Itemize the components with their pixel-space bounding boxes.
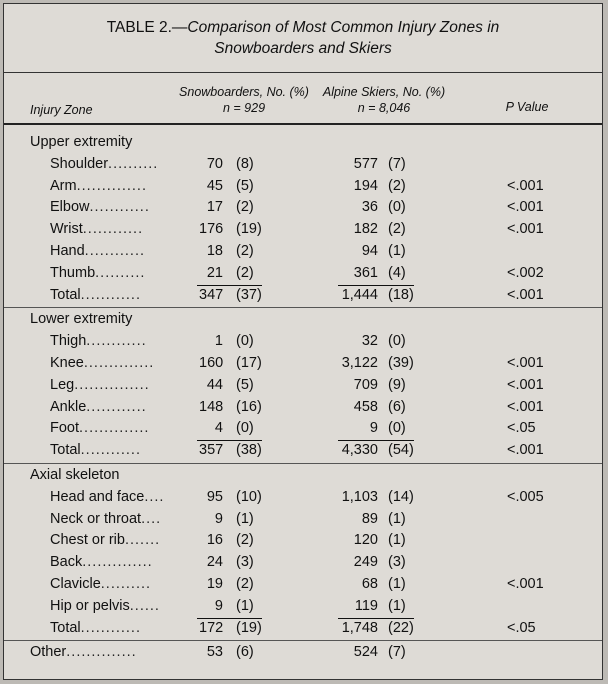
snowboarders-count: 18 [206, 243, 223, 259]
dot-leader: ....... [124, 532, 161, 549]
snowboarders-count: 21 [206, 264, 223, 281]
skiers-count: 1,748 [341, 619, 378, 636]
table-row [4, 175, 602, 197]
dot-leader: .......... [95, 264, 146, 281]
skiers-count: 577 [353, 155, 378, 172]
skiers-percent: (0) [388, 199, 406, 216]
skiers-count: 36 [361, 199, 378, 216]
p-value: <.002 [507, 264, 544, 281]
row-label-text: Total [50, 286, 81, 303]
skiers-count: 32 [361, 333, 378, 350]
skiers-count: 89 [361, 510, 378, 527]
snowboarders-percent: (3) [236, 554, 254, 571]
skiers-count: 361 [353, 264, 378, 281]
header-skiers [319, 84, 449, 116]
snowboarders-percent: (2) [236, 532, 254, 549]
skiers-count: 249 [353, 554, 378, 571]
snowboarders-percent: (0) [236, 420, 254, 437]
dot-leader: ...... [129, 597, 160, 614]
skiers-count: 119 [354, 597, 378, 614]
row-label-text: Chest or rib [50, 532, 125, 549]
row-label [50, 153, 158, 175]
p-value: <.001 [507, 177, 544, 194]
row-label-text: Head and face [50, 488, 145, 505]
row-label-text: Leg [50, 376, 75, 393]
snowboarders-count: 17 [206, 199, 223, 216]
snowboarders-count: 1 [214, 333, 223, 350]
skiers-count: 68 [361, 576, 378, 592]
skiers-percent: (1) [388, 243, 406, 259]
header-snowboarders-n: n = 929 [222, 101, 266, 115]
dot-leader: ............ [80, 442, 141, 459]
section-label: Axial skeleton [30, 467, 120, 483]
snowboarders-count: 148 [199, 398, 224, 415]
row-label-text: Foot [50, 420, 80, 437]
table-row [4, 352, 602, 374]
p-value: <.001 [507, 286, 544, 303]
snowboarders-percent: (19) [236, 221, 262, 238]
snowboarders-percent: (8) [236, 155, 254, 172]
other-row [4, 641, 602, 663]
skiers-percent: (54) [388, 442, 414, 459]
dot-leader: ............ [84, 243, 146, 259]
skiers-percent: (22) [388, 619, 414, 636]
skiers-count: 182 [353, 221, 378, 238]
row-label-text: Elbow [50, 199, 90, 216]
total-row [4, 284, 602, 306]
p-value: <.001 [507, 442, 544, 459]
skiers-count: 9 [369, 420, 378, 437]
snowboarders-count: 70 [206, 155, 223, 172]
snowboarders-count: 53 [206, 644, 223, 661]
snowboarders-count: 19 [206, 576, 223, 592]
section-label: Upper extremity [30, 134, 133, 150]
section-label: Lower extremity [30, 311, 133, 328]
row-label [50, 486, 164, 508]
row-label [50, 529, 160, 551]
snowboarders-count: 24 [206, 554, 223, 571]
header-p-value: P Value [505, 100, 549, 114]
skiers-percent: (1) [388, 510, 406, 527]
skiers-count: 194 [353, 177, 378, 194]
skiers-percent: (2) [388, 177, 406, 194]
p-value: <.001 [507, 398, 544, 415]
table-row [4, 486, 602, 508]
row-label [50, 262, 145, 284]
table-row [4, 573, 602, 595]
row-label-text: Arm [50, 177, 77, 194]
row-label-text: Neck or throat [50, 510, 142, 527]
table-row [4, 153, 602, 175]
row-label [50, 551, 153, 573]
total-row [4, 617, 602, 639]
skiers-percent: (9) [388, 376, 406, 393]
dot-leader: .............. [66, 644, 137, 661]
snowboarders-percent: (10) [236, 488, 262, 505]
snowboarders-percent: (37) [236, 286, 262, 303]
dot-leader: .... [144, 488, 165, 505]
table-row [4, 595, 602, 617]
skiers-percent: (1) [388, 576, 406, 592]
dot-leader: .............. [83, 355, 155, 371]
p-value: <.005 [507, 488, 544, 505]
row-label [50, 330, 147, 352]
row-label [50, 508, 161, 530]
skiers-count: 120 [353, 532, 378, 549]
row-label-text: Hand [50, 243, 85, 259]
row-label-text: Knee [50, 355, 84, 371]
title-text-line1: Comparison of Most Common Injury Zones in [187, 19, 500, 36]
skiers-percent: (14) [388, 488, 414, 505]
snowboarders-count: 44 [206, 376, 223, 393]
snowboarders-percent: (16) [236, 398, 262, 415]
snowboarders-count: 16 [206, 532, 223, 549]
p-value: <.001 [507, 355, 544, 371]
dot-leader: ............ [82, 221, 144, 238]
table-row [4, 262, 602, 284]
table-number: TABLE 2.— [106, 19, 188, 36]
snowboarders-percent: (1) [236, 510, 254, 527]
skiers-percent: (7) [388, 155, 406, 172]
p-value: <.001 [507, 221, 544, 238]
snowboarders-count: 176 [199, 221, 224, 238]
header-skiers-n: n = 8,046 [357, 101, 411, 115]
row-label [50, 218, 143, 240]
dot-leader: ............... [74, 376, 150, 393]
snowboarders-percent: (2) [236, 199, 254, 216]
row-label-text: Clavicle [50, 576, 101, 592]
header-snowboarders [174, 84, 314, 116]
table-row [4, 330, 602, 352]
snowboarders-count: 4 [214, 420, 223, 437]
skiers-percent: (3) [388, 554, 406, 571]
column-headers [4, 73, 602, 125]
section-heading [4, 308, 602, 330]
row-label [30, 641, 137, 663]
row-label-text: Ankle [50, 398, 87, 415]
row-label-text: Other [30, 644, 67, 661]
table-row [4, 529, 602, 551]
snowboarders-count: 9 [214, 510, 223, 527]
header-skiers-label: Alpine Skiers, No. (%) [322, 85, 446, 99]
skiers-count: 458 [353, 398, 378, 415]
dot-leader: ............ [80, 286, 141, 303]
row-label-text: Shoulder [50, 155, 109, 172]
p-value: <.05 [507, 619, 536, 636]
skiers-count: 524 [353, 644, 378, 661]
skiers-percent: (0) [388, 333, 406, 350]
row-label-text: Total [50, 619, 81, 636]
skiers-count: 94 [361, 243, 378, 259]
p-value: <.05 [507, 420, 536, 437]
dot-leader: ............ [89, 199, 150, 216]
row-label-text: Thumb [50, 264, 96, 281]
snowboarders-count: 172 [199, 619, 224, 636]
skiers-count: 4,330 [341, 442, 378, 459]
snowboarders-percent: (5) [236, 177, 254, 194]
skiers-count: 3,122 [341, 355, 378, 371]
skiers-count: 709 [353, 376, 378, 393]
row-label [50, 439, 141, 461]
skiers-percent: (1) [388, 597, 406, 614]
table-row [4, 374, 602, 396]
dot-leader: .............. [82, 554, 153, 571]
table-title [4, 4, 602, 73]
header-snowboarders-label: Snowboarders, No. (%) [179, 85, 309, 99]
snowboarders-count: 160 [199, 355, 224, 371]
row-label-text: Back [50, 554, 83, 571]
row-label [50, 595, 160, 617]
snowboarders-count: 45 [206, 177, 223, 194]
table-row [4, 417, 602, 439]
dot-leader: .......... [108, 155, 159, 172]
section-heading [4, 464, 602, 486]
row-label [50, 617, 141, 639]
snowboarders-count: 357 [199, 442, 224, 459]
skiers-percent: (0) [388, 420, 406, 437]
snowboarders-percent: (6) [236, 644, 254, 661]
dot-leader: .............. [76, 177, 147, 194]
snowboarders-percent: (2) [236, 243, 254, 259]
skiers-percent: (39) [388, 355, 414, 371]
row-label [50, 417, 149, 439]
dot-leader: .... [141, 510, 162, 527]
dot-leader: .......... [100, 576, 152, 592]
row-label [50, 396, 147, 418]
row-label [50, 240, 145, 262]
row-label-text: Wrist [50, 221, 83, 238]
row-label [50, 175, 147, 197]
row-label [50, 352, 154, 374]
snowboarders-count: 95 [206, 488, 223, 505]
header-injury-zone: Injury Zone [30, 103, 93, 117]
total-row [4, 439, 602, 461]
table-row [4, 240, 602, 262]
table-row [4, 551, 602, 573]
dot-leader: .............. [79, 420, 150, 437]
skiers-percent: (1) [388, 532, 406, 549]
skiers-percent: (18) [388, 286, 414, 303]
snowboarders-percent: (17) [236, 355, 262, 371]
row-label [50, 284, 141, 306]
snowboarders-percent: (1) [236, 597, 254, 614]
snowboarders-percent: (5) [236, 376, 254, 393]
table-row [4, 508, 602, 530]
table-row [4, 218, 602, 240]
row-label-text: Total [50, 442, 81, 459]
snowboarders-percent: (19) [236, 619, 262, 636]
section-heading [4, 131, 602, 153]
table-row [4, 396, 602, 418]
dot-leader: ............ [80, 619, 141, 636]
injury-zone-table [3, 3, 603, 680]
dot-leader: ............ [86, 333, 147, 350]
snowboarders-percent: (2) [236, 576, 254, 592]
p-value: <.001 [507, 576, 544, 592]
snowboarders-count: 347 [199, 286, 224, 303]
table-row [4, 196, 602, 218]
skiers-percent: (2) [388, 221, 406, 238]
row-label [50, 374, 150, 396]
dot-leader: ............ [86, 398, 147, 415]
row-label-text: Thigh [50, 333, 87, 350]
snowboarders-percent: (38) [236, 442, 262, 459]
snowboarders-count: 9 [214, 597, 223, 614]
p-value: <.001 [507, 199, 544, 216]
skiers-percent: (7) [388, 644, 406, 661]
skiers-count: 1,103 [341, 488, 378, 505]
title-text-line2: Snowboarders and Skiers [214, 40, 392, 57]
snowboarders-percent: (0) [236, 333, 254, 350]
snowboarders-percent: (2) [236, 264, 254, 281]
skiers-percent: (6) [388, 398, 406, 415]
skiers-percent: (4) [388, 264, 406, 281]
row-label [50, 196, 150, 218]
skiers-count: 1,444 [341, 286, 378, 303]
row-label-text: Hip or pelvis [50, 597, 130, 614]
row-label [50, 573, 151, 595]
p-value: <.001 [507, 376, 544, 393]
